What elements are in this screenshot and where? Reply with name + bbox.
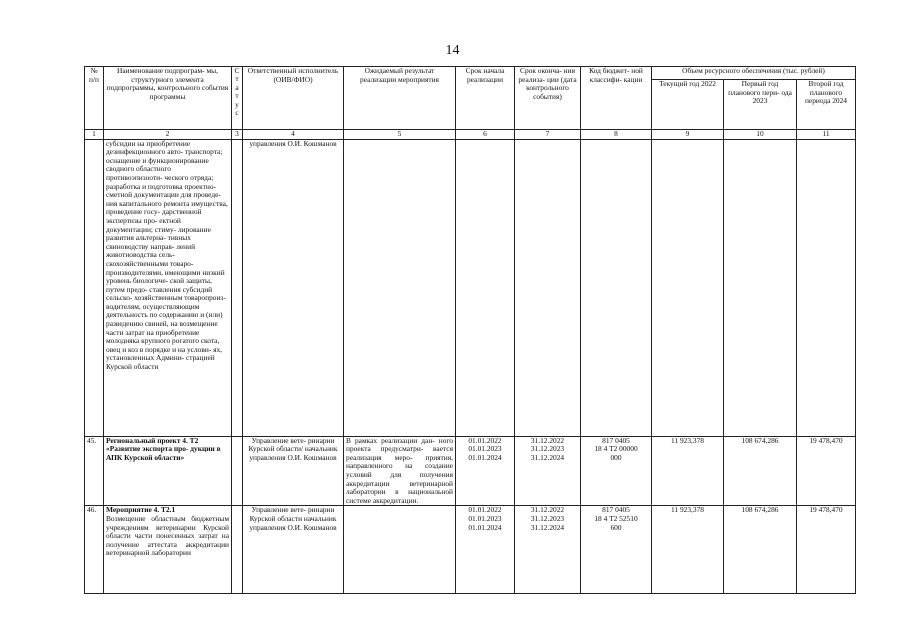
- header-responsible: Ответственный исполнитель (ОИВ/ФИО): [243, 67, 344, 130]
- column-number: 9: [652, 130, 724, 140]
- row-num: [85, 139, 104, 436]
- row-name-title: Региональный проект 4. Т2 «Развитие экспорта про- дукции в АПК Курской области»: [106, 435, 221, 462]
- row-end: 31.12.2022 31.12.2023 31.12.2024: [515, 506, 581, 594]
- row-responsible: Управление вете- ринарии Курской области начальник управления О.И. Кошманов: [243, 506, 344, 594]
- row-name: [104, 139, 232, 436]
- column-number: 5: [344, 130, 456, 140]
- header-current-year: Текущий год 2022: [652, 80, 724, 130]
- row-expected: [344, 139, 456, 436]
- row-2024: [797, 139, 856, 436]
- column-number: 7: [515, 130, 581, 140]
- row-num: 45.: [85, 436, 104, 506]
- row-name-text: Возмещение областным бюджетным учреждениям ветеринарии Курской области части понесенных затрат на получение аттестата аккредитации ветеринарной лаборатории: [106, 513, 229, 558]
- column-number: 3: [232, 130, 243, 140]
- column-number: 6: [456, 130, 515, 140]
- column-number: 1: [85, 130, 104, 140]
- row-status: [232, 139, 243, 436]
- header-expected: Ожидаемый результат реализации мероприятия: [344, 67, 456, 130]
- row-name-text: субсидии на приобретение дезинфекционного авто- транспорта; оснащение и функционирование сводного областного противоэпизооти- ческого отряда; разработка и подготовка проектно-сметной документации для проведе- ния капитального ремонта имущества, проведение госу- дарственной экспертизы про- ектной документации; стиму- лирование развития альтерна- тивных свиноводству направ- лений животноводства сель- скохозяйственными товаро- производителями, имеющими низкий уровень биологиче- ской защиты, путем предо- ставления субсидий сельско- хозяйственным товаропроиз- водителям, осуществляющим деятельность по содержанию и (или) разведению свиней, на возмещение части затрат на приобретение молодняка крупного рогатого скота, овец и коз в порядке и на услови- ях, установленных Админи- страцией Курской области: [106, 138, 228, 372]
- header-second-year: Второй год планового периода 2024: [797, 80, 856, 130]
- header-status: С т а т у с: [232, 67, 243, 130]
- header-num: № п/п: [85, 67, 104, 130]
- row-2022: 11 923,378: [652, 436, 724, 506]
- row-responsible: Управление вете- ринарии Курской области/ начальник управления О.И. Кошманов: [243, 436, 344, 506]
- row-code: [581, 139, 652, 436]
- header-start: Срок начала реализации: [456, 67, 515, 130]
- row-status: [232, 506, 243, 594]
- program-table: [84, 66, 856, 594]
- header-resources: Объем ресурсного обеспечения (тыс. рублей): [652, 67, 856, 80]
- row-name-title: Мероприятие 4. Т2.1: [106, 505, 176, 515]
- header-budget-code: Код бюджет- ной классифи- кации: [581, 67, 652, 130]
- header-end: Срок оконча- ния реализа- ции (дата контрольного события): [515, 67, 581, 130]
- table-row: [85, 139, 856, 436]
- row-name: [104, 436, 232, 506]
- column-number: 8: [581, 130, 652, 140]
- header-first-year: Первый год планового пери- ода 2023: [724, 80, 797, 130]
- row-2024: 19 478,470: [797, 506, 856, 594]
- row-start: 01.01.2022 01.01.2023 01.01.2024: [456, 506, 515, 594]
- row-code: 817 0405 18 4 Т2 52510 600: [581, 506, 652, 594]
- row-status: [232, 436, 243, 506]
- row-2023: 108 674,286: [724, 506, 797, 594]
- column-number: 11: [797, 130, 856, 140]
- row-2023: 108 674,286: [724, 436, 797, 506]
- table-row: [85, 506, 856, 594]
- column-number: 10: [724, 130, 797, 140]
- row-start: [456, 139, 515, 436]
- row-expected: В рамках реализации дан- ного проекта предусматри- вается реализация меро- приятия, направленного на создание условий для получения аккредитации ветеринарной лаборатории в национальной системе аккредитации.: [344, 436, 456, 506]
- page-number: 14: [445, 43, 460, 58]
- column-number: 4: [243, 130, 344, 140]
- row-2022: [652, 139, 724, 436]
- row-num: 46.: [85, 506, 104, 594]
- header-name: Наименование подпрограм- мы, структурного элемента подпрограммы, контрольного события программы: [104, 67, 232, 130]
- row-name: [104, 506, 232, 594]
- row-start: 01.01.2022 01.01.2023 01.01.2024: [456, 436, 515, 506]
- row-end: [515, 139, 581, 436]
- row-end: 31.12.2022 31.12.2023 31.12.2024: [515, 436, 581, 506]
- row-responsible: управления О.И. Кошманов: [243, 139, 344, 436]
- row-2024: 19 478,470: [797, 436, 856, 506]
- column-number-row: [85, 130, 856, 140]
- row-2023: [724, 139, 797, 436]
- column-number: 2: [104, 130, 232, 140]
- row-2022: 11 923,378: [652, 506, 724, 594]
- row-expected: [344, 506, 456, 594]
- table-row: [85, 436, 856, 506]
- row-code: 817 0405 18 4 Т2 00000 000: [581, 436, 652, 506]
